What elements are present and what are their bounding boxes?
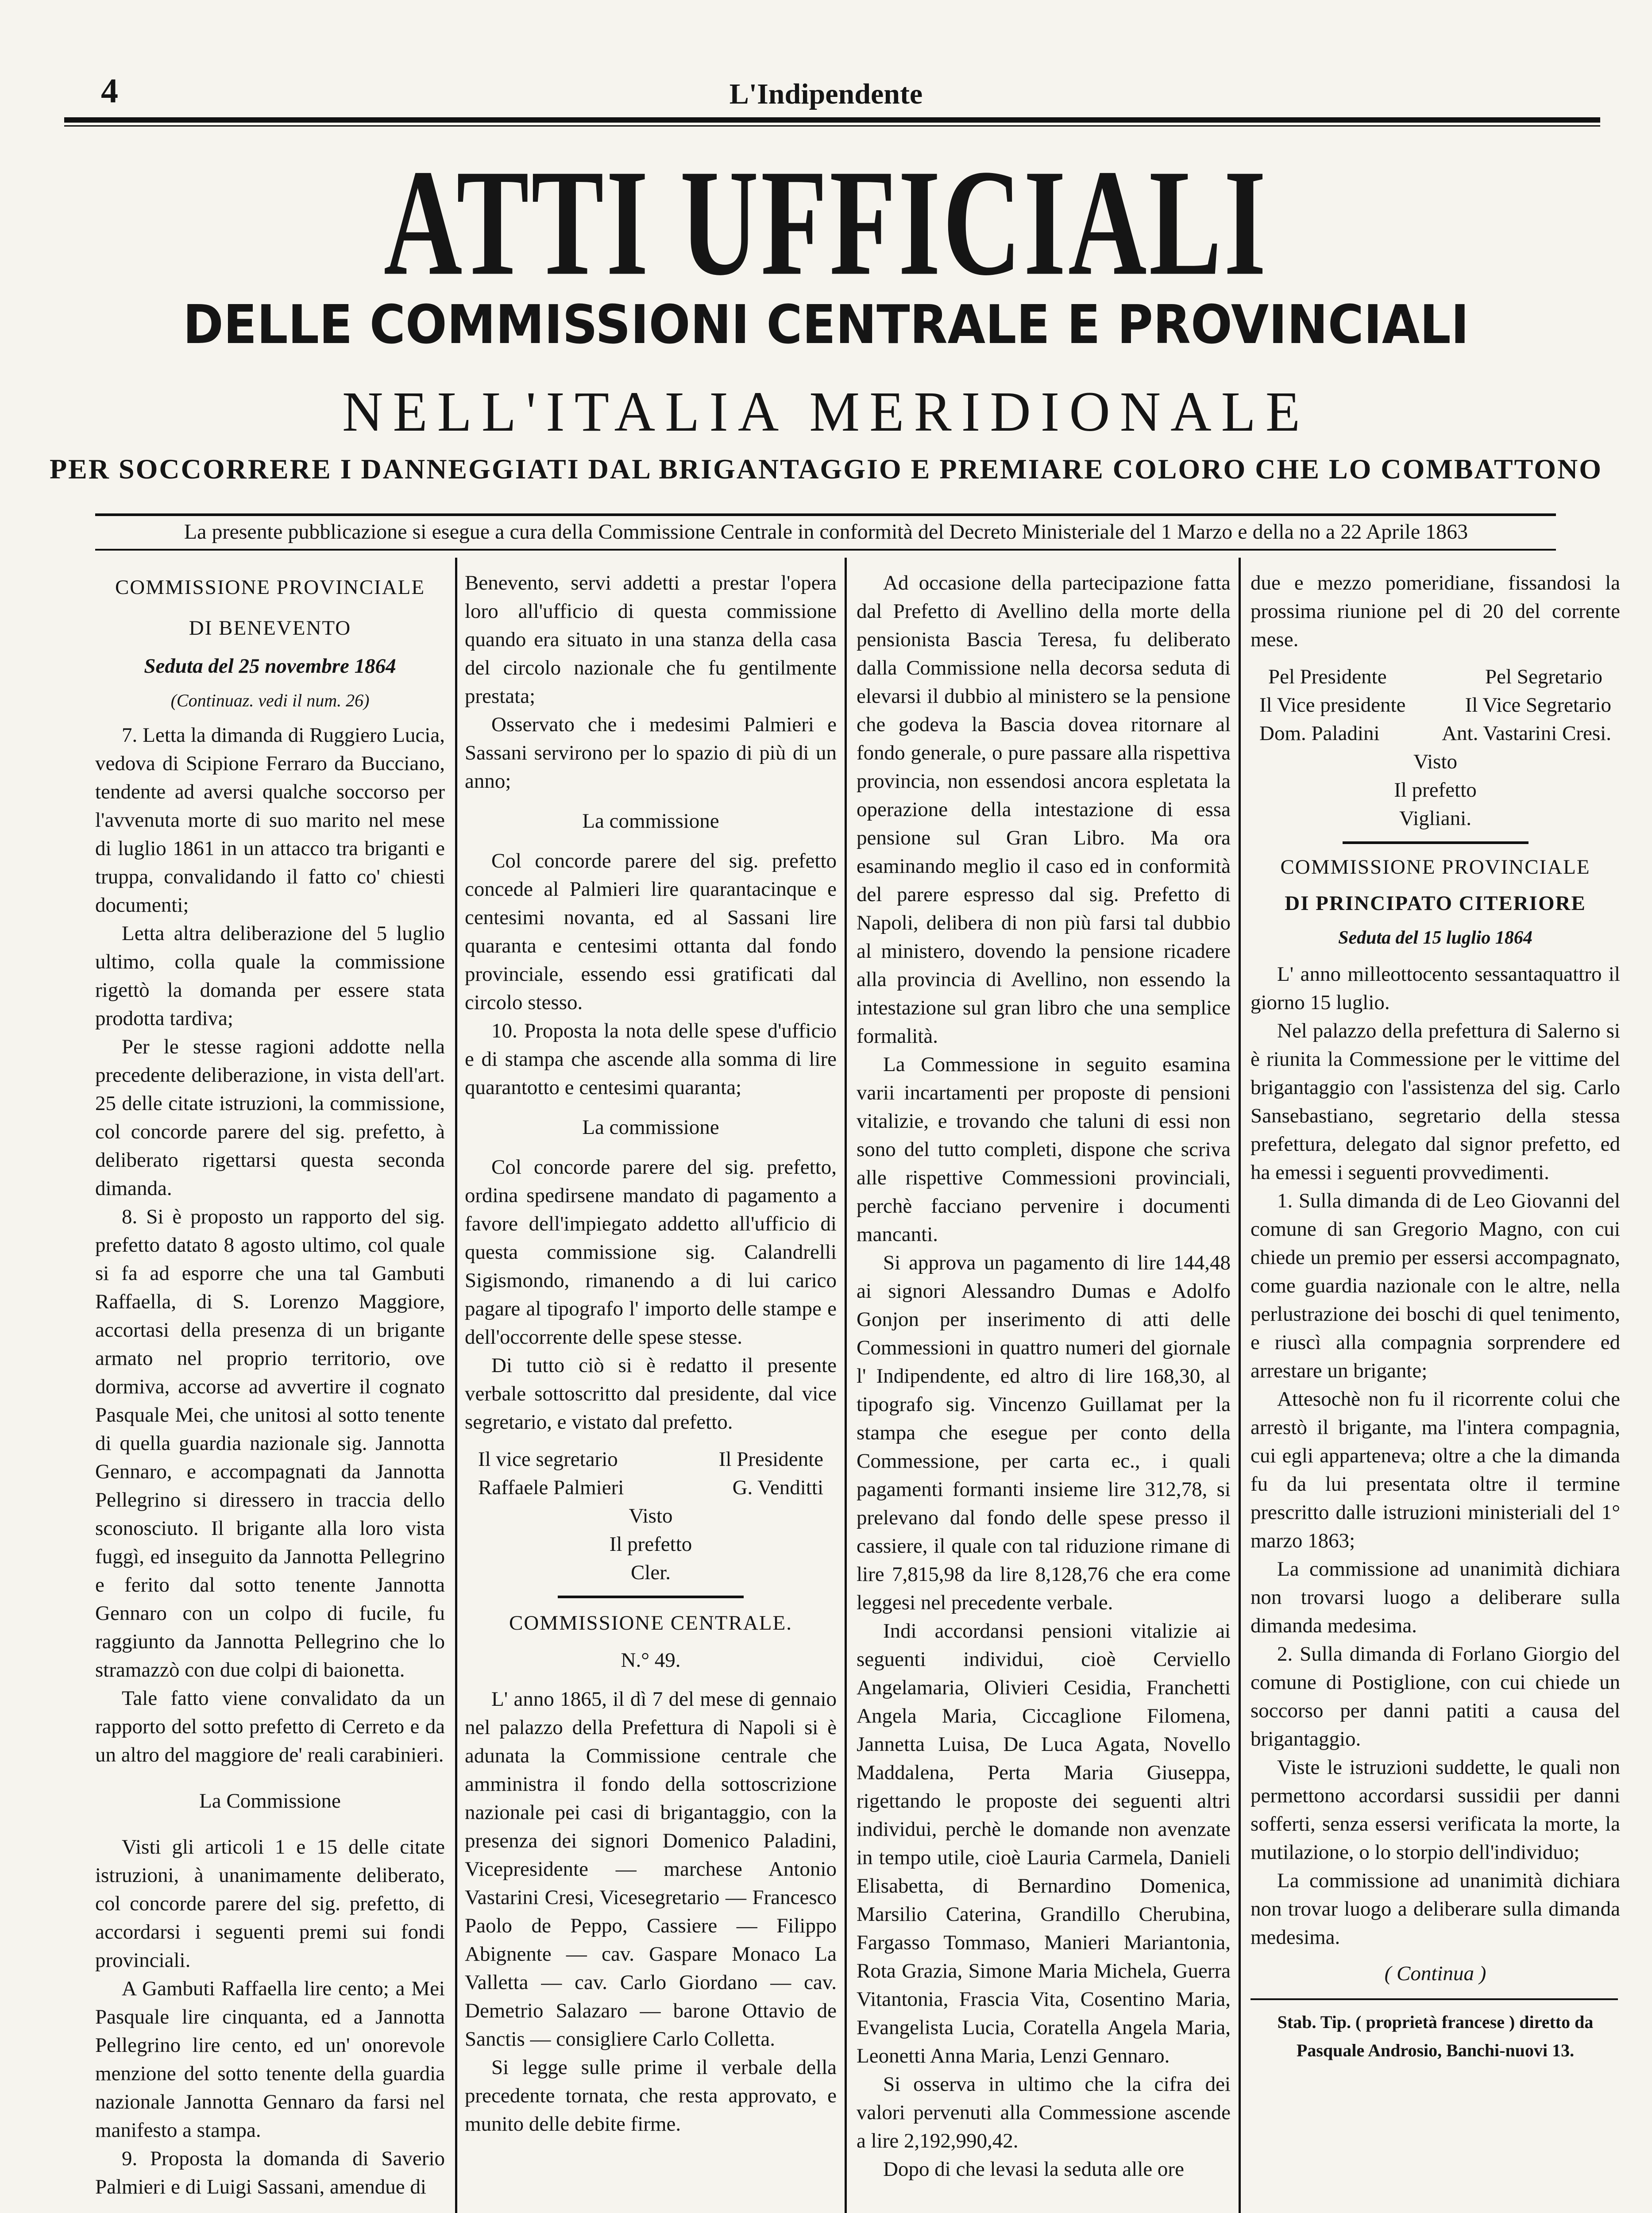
paragraph: due e mezzo pomeridiane, fissandosi la prossima riunione pel di 20 del corrente mese. <box>1251 571 1620 651</box>
commission-heading: La commissione <box>582 810 719 833</box>
column-2 <box>465 564 837 2138</box>
paragraph: La commissione ad unanimità dichiara non trovarsi luogo a deliberare sulla dimanda medesima. <box>1251 1558 1620 1637</box>
signature-title: Il Vice Segretario <box>1465 694 1611 717</box>
paragraph: 10. Proposta la nota delle spese d'ufficio e di stampa che ascende alla somma di lire quarantotto e centesimi quaranta; <box>465 1019 837 1099</box>
signature-title: Pel Presidente <box>1268 665 1387 688</box>
masthead-subtitle-commissions: DELLE COMMISSIONI CENTRALE E PROVINCIALI <box>183 294 1469 356</box>
column-3 <box>857 564 1231 2183</box>
paragraph: Viste le istruzioni suddette, le quali non permettono accordarsi sussidii per danni sofferti, senza essersi verificata la morte, la mutilazione, o lo storpio dell'individuo; <box>1251 1756 1620 1864</box>
paragraph: Dopo di che levasi la seduta alle ore <box>883 2158 1184 2181</box>
prefetto-name: Cler. <box>630 1561 671 1584</box>
column-4 <box>1251 564 1620 2065</box>
column-divider-3 <box>1239 558 1241 2213</box>
commission-heading: La commissione <box>582 1116 719 1139</box>
paragraph: 2. Sulla dimanda di Forlano Giorgio del comune di Postiglione, con cui chiede un soccorso per danni patiti a causa del brigantaggio. <box>1251 1642 1620 1750</box>
paragraph: Si approva un pagamento di lire 144,48 ai signori Alessandro Dumas e Adolfo Gonjon per inserimento di atti delle Commessioni in quattro numeri del giornale l' Indipendente, ed altro di lire 168,30, al tipografo sig. Vincenzo Guillamat per la stampa che esegue per conto della Commessione, per carta ec., i quali pagamenti formanti insieme lire 312,78, si prelevano dal fondo delle spese presso il cassiere, il quale con tal riduzione rimane di lire 7,815,98 da lire 8,128,76 che era come leggesi nel precedente verbale. <box>857 1251 1231 1614</box>
paragraph: 7. Letta la dimanda di Ruggiero Lucia, vedova di Scipione Ferraro da Bucciano, tendente ad aversi qualche soccorso per l'avvenuta morte di suo marito nel mese di luglio 1861 in un attacco tra briganti e truppa, convalidando il fatto co' chiesti documenti; <box>95 724 445 917</box>
heading-principato: DI PRINCIPATO CITERIORE <box>1285 892 1586 915</box>
prefetto-name: Vigliani. <box>1399 807 1471 830</box>
signature-name: Dom. Paladini <box>1259 722 1380 745</box>
paragraph: Nel palazzo della prefettura di Salerno si è riunita la Commessione per le vittime del brigantaggio con l'assistenza del sig. Carlo Sansebastiano, segretario della stessa prefettura, delegato dal signor prefetto, ed ha emessi i seguenti provvedimenti. <box>1251 1019 1620 1184</box>
masthead-title: ATTI UFFICIALI <box>383 138 1269 307</box>
publication-note: La presente pubblicazione si esegue a cura della Commissione Centrale in conformità del Decreto Ministeriale del 1 Marzo e della no a 22 Aprile 1863 <box>184 520 1468 544</box>
visto-label: Visto <box>1413 750 1458 773</box>
paragraph: Benevento, servi addetti a prestar l'opera loro all'ufficio di questa commissione quando era situato in una stanza della casa del circolo nazionale che fu gentilmente prestata; <box>465 571 837 708</box>
signature-row <box>1251 663 1620 691</box>
imprint-rule <box>1251 1998 1618 2000</box>
signature-name: Raffaele Palmieri <box>478 1476 624 1499</box>
paragraph: Per le stesse ragioni addotte nella precedente deliberazione, in vista dell'art. 25 delle citate istruzioni, la commissione, col concorde parere del sig. prefetto, à deliberato rigettarsi questa seconda dimanda. <box>95 1035 445 1200</box>
paragraph: 1. Sulla dimanda di de Leo Giovanni del comune di san Gregorio Magno, con cui chiede un premio per essersi accompagnato, come guardia nazionale con le altre, nella perlustrazione dei boschi di quel tenimento, e riuscì alla compagnia sorprendere ed arrestare un brigante; <box>1251 1189 1620 1382</box>
imprint-line: Stab. Tip. ( proprietà francese ) diretto da <box>1277 2012 1594 2032</box>
prefetto-label: Il prefetto <box>1394 779 1477 802</box>
section-divider <box>1343 841 1528 844</box>
column-divider-2 <box>845 558 847 2213</box>
paragraph: Col concorde parere del sig. prefetto concede al Palmieri lire quarantacinque e centesimi novanta, ed al Sassani lire quaranta e centesimi ottanta dal fondo provinciale, essendo essi gratificati dal circolo stesso. <box>465 849 837 1014</box>
header-rule-thin <box>64 125 1600 127</box>
heading-central-commission: COMMISSIONE CENTRALE. <box>509 1612 792 1635</box>
page-number: 4 <box>101 71 118 110</box>
paragraph: Tale fatto viene convalidato da un rapporto del sotto prefetto di Cerreto e da un altro del maggiore de' reali carabinieri. <box>95 1687 445 1766</box>
minutes-number: N.° 49. <box>621 1649 681 1672</box>
paragraph: Ad occasione della partecipazione fatta dal Prefetto di Avellino della morte della pensionista Bascia Teresa, fu deliberato dalla Commissione nella decorsa seduta di elevarsi il dubbio al ministero se la pensione che godeva la Bascia dovea ritornare al fondo generale, o pure passare alla rispettiva provincia, non essendosi ancora espletata la operazione della intestazione di essa pensione sul Gran Libro. Ma ora esaminando meglio il caso ed in conformità del parere espresso dal sig. Prefetto di Napoli, delibera di non più farsi tal dubbio al ministero, dovendo la pensione ricadere alla provincia di Avellino, non essendo la intestazione sul gran libro che una semplice formalità. <box>857 571 1231 1048</box>
commission-heading: La Commissione <box>199 1789 341 1812</box>
session-date: Seduta del 15 luglio 1864 <box>1338 928 1532 948</box>
heading-commission-principato: COMMISSIONE PROVINCIALE <box>1280 856 1590 879</box>
signature-row <box>465 1445 837 1473</box>
masthead-purpose-line: PER SOCCORRERE I DANNEGGIATI DAL BRIGANTAGGIO E PREMIARE COLORO CHE LO COMBATTONO <box>50 453 1602 485</box>
heading-commission-benevento: COMMISSIONE PROVINCIALE <box>115 576 425 599</box>
signature-name: Ant. Vastarini Cresi. <box>1442 722 1611 745</box>
signature-name: G. Venditti <box>732 1476 823 1499</box>
section-divider <box>558 1596 744 1598</box>
paragraph: La Commessione in seguito esamina varii incartamenti per proposte di pensioni vitalizie, e trovando che taluni di essi non sono del tutto completi, dispone che scriva alle rispettive Commessioni provinciali, perchè facciano pervenire i documenti mancanti. <box>857 1053 1231 1246</box>
signature-row <box>1251 691 1620 719</box>
paragraph: Si osserva in ultimo che la cifra dei valori pervenuti alla Commessione ascende a lire 2,192,990,42. <box>857 2073 1231 2152</box>
column-divider-1 <box>455 558 457 2213</box>
paragraph: Visti gli articoli 1 e 15 delle citate istruzioni, à unanimamente deliberato, col concorde parere del sig. prefetto, di accordarsi i seguenti premi sui fondi provinciali. <box>95 1835 445 1972</box>
session-date: Seduta del 25 novembre 1864 <box>144 655 396 678</box>
continued-note: (Continuaz. vedi il num. 26) <box>170 690 370 710</box>
signature-row <box>1251 719 1620 748</box>
prefetto-label: Il prefetto <box>609 1533 692 1556</box>
paragraph: 8. Si è proposto un rapporto del sig. prefetto datato 8 agosto ultimo, col quale si fa ad esporre che una tal Gambuti Raffaella, di S. Lorenzo Maggiore, accortasi della presenza di un brigante armato nel proprio territorio, ove dormiva, accorse ad avvertire il cognato Pasquale Mei, che unitosi al sotto tenente di quella guardia nazionale sig. Jannotta Gennaro, e accompagnati da Jannotta Pellegrino si diressero in traccia dello sconosciuto. Il brigante alla loro vista fuggì, ed inseguito da Jannotta Pellegrino e ferito dal sotto tenente Jannotta Gennaro con un colpo di fucile, fu raggiunto da Jannotta Pellegrino che lo stramazzò con due colpi di baionetta. <box>95 1205 445 1681</box>
paragraph: A Gambuti Raffaella lire cento; a Mei Pasquale lire cinquanta, ed a Jannotta Pellegrino lire cento, ed un' onorevole menzione del sotto tenente della guardia nazionale Jannotta Gennaro da farsi nel manifesto a stampa. <box>95 1977 445 2142</box>
column-1 <box>95 564 445 2201</box>
continua-note: ( Continua ) <box>1384 1962 1486 1985</box>
column-header-rule <box>95 549 1556 551</box>
paragraph: 9. Proposta la domanda di Saverio Palmieri e di Luigi Sassani, amendue di <box>95 2147 445 2198</box>
running-head: L'Indipendente <box>729 78 923 110</box>
paragraph: Letta altra deliberazione del 5 luglio ultimo, colla quale la commissione rigettò la domanda per essere stata prodotta tardiva; <box>95 922 445 1030</box>
signature-row <box>465 1473 837 1502</box>
signature-title: Il vice segretario <box>478 1448 618 1471</box>
paragraph: La commissione ad unanimità dichiara non trovar luogo a deliberare sulla dimanda medesima. <box>1251 1869 1620 1949</box>
paragraph: Col concorde parere del sig. prefetto, ordina spedirsene mandato di pagamento a favore dell'impiegato addetto all'ufficio di questa commissione sig. Calandrelli Sigismondo, rimanendo a di lui carico pagare al tipografo l' importo delle stampe e dell'occorrente delle spese stesse. <box>465 1156 837 1349</box>
visto-label: Visto <box>629 1504 673 1527</box>
header-rule-top <box>64 117 1600 123</box>
paragraph: L' anno milleottocento sessantaquattro il giorno 15 luglio. <box>1251 963 1620 1014</box>
paragraph: Attesochè non fu il ricorrente colui che arrestò il brigante, ma l'intera compagnia, cui egli apparteneva; oltre a che la dimanda fu da lui presentata oltre il termine prescritto dalle istruzioni ministeriali del 1° marzo 1863; <box>1251 1388 1620 1552</box>
paragraph: Indi accordansi pensioni vitalizie ai seguenti individui, cioè Cerviello Angelamaria, Olivieri Cesidia, Franchetti Angela Maria, Ciccaglione Filomena, Jannetta Luisa, De Luca Agata, Novello Maddalena, Perta Maria Giuseppa, rigettando le proposte dei seguenti altri individui, perchè le domande non avenzate in tempo utile, cioè Lauria Carmela, Danieli Elisabetta, di Bernardino Domenica, Marsilio Caterina, Grandillo Cherubina, Fargasso Tommaso, Manieri Mariantonia, Rota Grazia, Simone Maria Michela, Guerra Vitantonia, Frascia Vita, Cosentino Maria, Evangelista Lucia, Coratella Angela Maria, Leonetti Anna Maria, Lenzi Gennaro. <box>857 1619 1231 2067</box>
masthead-rule <box>95 513 1556 516</box>
paragraph: Di tutto ciò si è redatto il presente verbale sottoscritto dal presidente, dal vice segretario, e vistato dal prefetto. <box>465 1354 837 1434</box>
paragraph: L' anno 1865, il dì 7 del mese di gennaio nel palazzo della Prefettura di Napoli si è adunata la Commissione centrale che amministra il fondo della sottoscrizione nazionale pei casi di brigantaggio, con la presenza dei signori Domenico Paladini, Vicepresidente — marchese Antonio Vastarini Cresi, Vicesegretario — Francesco Paolo de Peppo, Cassiere — Filippo Abignente — cav. Gaspare Monaco La Valletta — cav. Carlo Giordano — cav. Demetrio Salazaro — barone Ottavio de Sanctis — consigliere Carlo Colletta. <box>465 1688 837 2051</box>
signature-title: Il Presidente <box>718 1448 823 1471</box>
signature-title: Pel Segretario <box>1485 665 1602 688</box>
imprint-line: Pasquale Androsio, Banchi-nuovi 13. <box>1296 2040 1575 2060</box>
heading-benevento: DI BENEVENTO <box>189 617 351 640</box>
paragraph: Si legge sulle prime il verbale della precedente tornata, che resta approvato, e munito delle debite firme. <box>465 2056 837 2136</box>
paragraph: Osservato che i medesimi Palmieri e Sassani servirono per lo spazio di più di un anno; <box>465 713 837 793</box>
masthead-subtitle-italia: NELL'ITALIA MERIDIONALE <box>342 380 1310 443</box>
signature-title: Il Vice presidente <box>1259 694 1406 717</box>
